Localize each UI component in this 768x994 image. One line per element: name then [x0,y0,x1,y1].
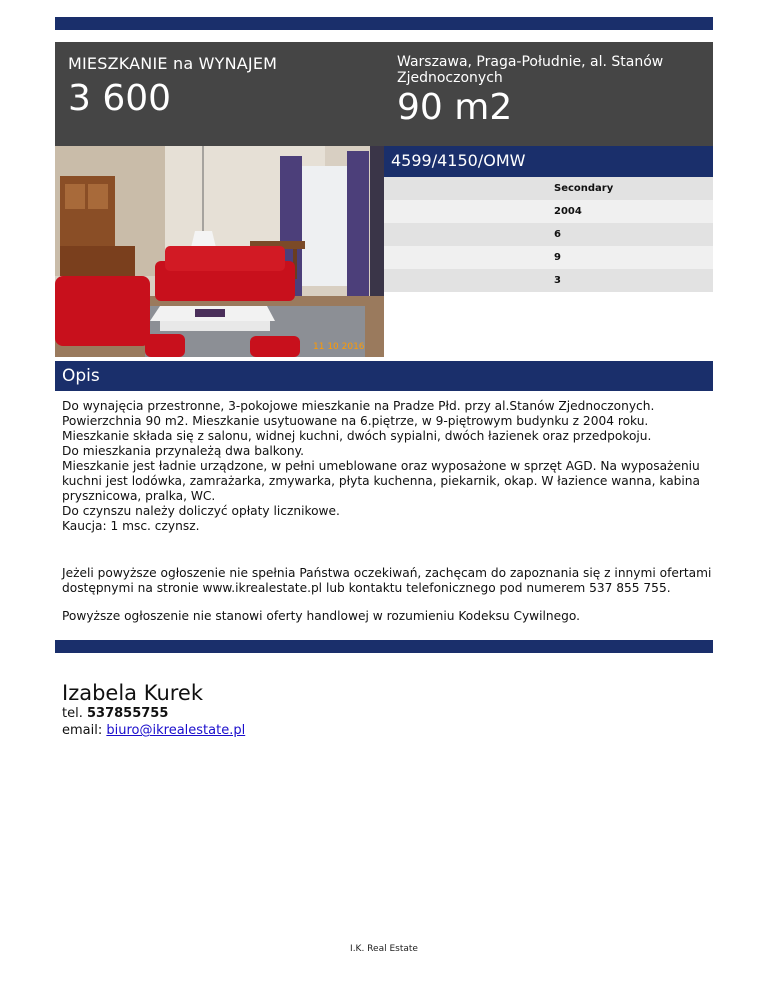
bottom-accent-bar [55,640,713,653]
agent-name: Izabela Kurek [62,681,204,705]
description-section [62,399,712,624]
agent-phone-line [62,705,702,722]
photo-date-stamp: 11 10 2016 [313,342,365,352]
email-label: email: [62,723,103,738]
agent-email-link[interactable]: biuro@ikrealestate.pl [106,723,246,738]
description-body: Do wynajęcia przestronne, 3-pokojowe mieszkanie na Pradze Płd. przy al.Stanów Zjednoczonych. Powierzchnia 90 m2. Mieszkanie usytuowane na 6.piętrze, w 9-piętrowym budynku z 2004 roku. Mieszkanie składa się z salonu, widnej kuchni, dwóch sypialni, dwóch łazienek oraz przedpokoju. Do mieszkania przynależą dwa balkony. Mieszkanie jest ładnie urządzone, w pełni umeblowane oraz wyposażone w sprzęt AGD. Na wyposażeniu kuchni jest lodówka, zamrażarka, zmywarka, płyta kuchenna, piekarnik, okap. W łazience wanna, kabina prysznicowa, pralka, WC. Do czynszu należy doliczyć opłaty licznikowe. Kaucja: 1 msc. czynsz. [62,399,700,533]
detail-row-floors: 9 [384,246,713,269]
detail-row-rooms: 3 [384,269,713,292]
description-disclaimer: Powyższe ogłoszenie nie stanowi oferty handlowej w rozumieniu Kodeksu Cywilnego. [62,609,580,623]
listing-type: MIESZKANIE na WYNAJEM [68,54,278,73]
footer-company: I.K. Real Estate [350,944,418,954]
description-note: Jeżeli powyższe ogłoszenie nie spełnia Państwa oczekiwań, zachęcam do zapoznania się z innymi ofertami dostępnymi na stronie www.ikrealestate.pl lub kontaktu telefonicznego pod numerem 537 855 755. [62,566,712,595]
listing-header [55,42,713,146]
listing-area: 90 m2 [397,87,513,128]
header-right [397,54,707,128]
agent-phone[interactable]: 537855755 [86,706,169,721]
agent-email-line [62,722,702,739]
detail-row-floor: 6 [384,223,713,246]
top-accent-bar [55,17,713,30]
description-heading: Opis [55,361,713,391]
detail-row-market: Secondary [384,177,713,200]
listing-price: 3 600 [68,78,172,119]
reference-number: 4599/4150/OMW [384,146,713,177]
header-left [68,54,378,119]
phone-label: tel. [62,706,83,721]
property-details [384,146,713,292]
apartment-photo-image [55,146,384,357]
listing-address: Warszawa, Praga-Południe, al. Stanów Zjednoczonych [397,54,664,86]
detail-row-year: 2004 [384,200,713,223]
agent-contact [62,681,702,739]
apartment-photo[interactable] [55,146,384,357]
